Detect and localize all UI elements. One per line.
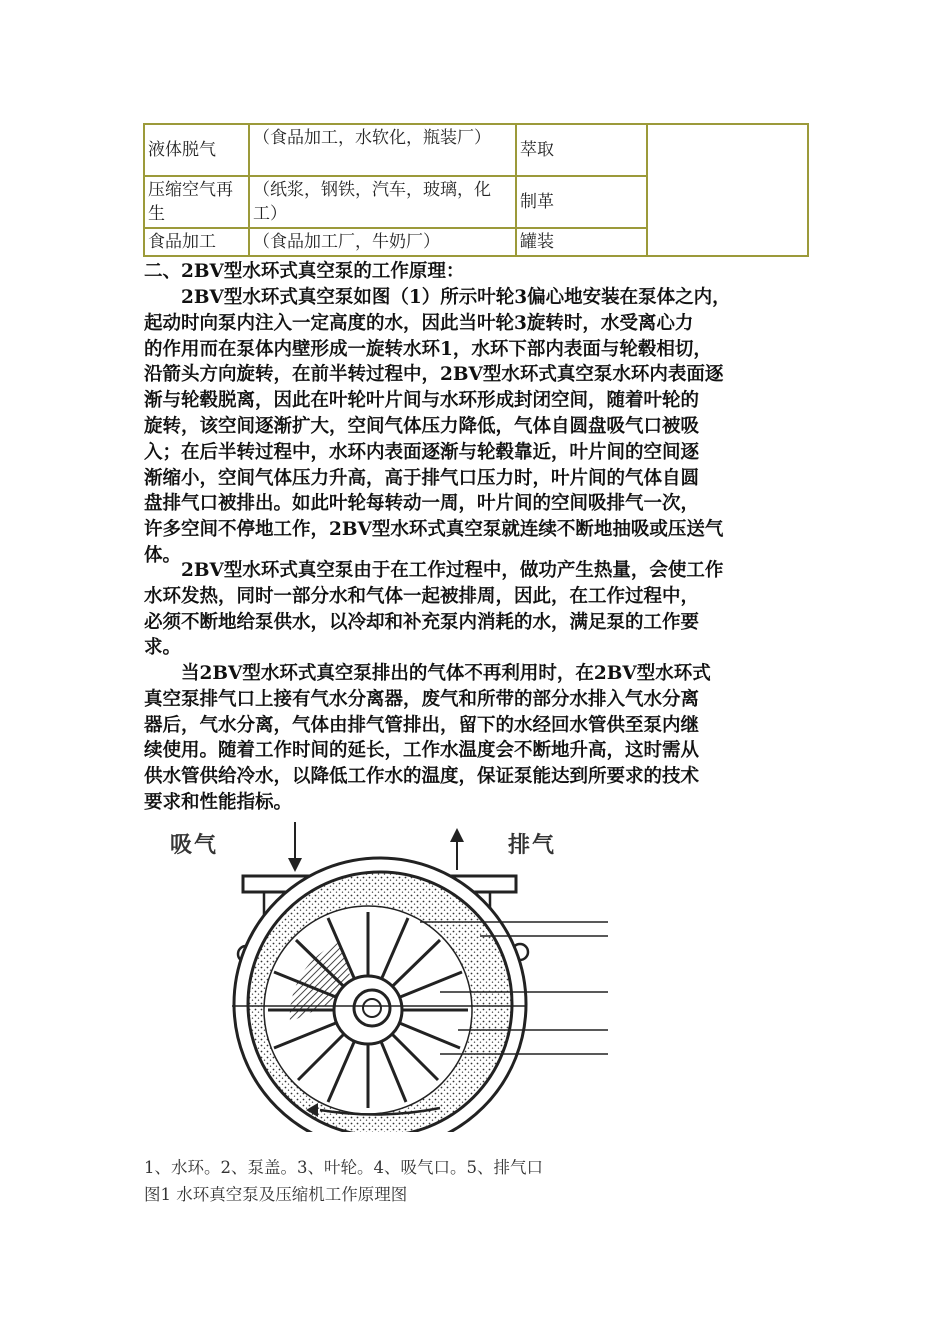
inlet-arrow-icon	[288, 822, 302, 872]
table-cell-empty	[646, 123, 809, 257]
text-line: 2BV型水环式真空泵由于在工作过程中，做功产生热量，会使工作	[144, 560, 724, 581]
paragraph-3	[144, 661, 816, 816]
pump-diagram	[140, 822, 610, 1132]
application-table	[143, 123, 809, 257]
cell-text: 制革	[520, 192, 554, 212]
paragraph-1	[144, 285, 816, 569]
text-line: 沿箭头方向旋转，在前半转过程中，2BV型水环式真空泵水环内表面逐	[144, 364, 724, 386]
text-line: 体。	[144, 544, 182, 566]
text-line: 入；在后半转过程中，水环内表面逐渐与轮毂靠近，叶片间的空间逐	[144, 441, 700, 463]
table-cell	[143, 175, 250, 229]
text-line: 必须不断地给泵供水，以冷却和补充泵内消耗的水，满足泵的工作要	[144, 611, 700, 633]
cell-text: 压缩空气再生	[148, 180, 233, 224]
pump-drawing	[140, 822, 610, 1132]
section-title: 二、2BV型水环式真空泵的工作原理：	[144, 261, 465, 282]
text-line: 器后，气水分离，气体由排气管排出，留下的水经回水管供至泵内继	[144, 714, 700, 736]
paragraph-2	[144, 558, 816, 661]
text-line: 供水管供给冷水，以降低工作水的温度，保证泵能达到所要求的技术	[144, 766, 700, 788]
text-line: 起动时向泵内注入一定高度的水，因此当叶轮3旋转时，水受离心力	[144, 312, 694, 334]
figure-legend: 1、水环。2、泵盖。3、叶轮。4、吸气口。5、排气口	[144, 1158, 543, 1177]
text-line: 要求和性能指标。	[144, 791, 293, 813]
text-line: 求。	[144, 637, 182, 659]
table-cell	[143, 227, 250, 257]
table-cell	[515, 123, 648, 177]
cell-text: （食品加工厂，牛奶厂）	[253, 232, 440, 252]
figure-caption: 图1 水环真空泵及压缩机工作原理图	[144, 1185, 408, 1204]
text-line: 盘排气口被排出。如此叶轮每转动一周，叶片间的空间吸排气一次，	[144, 493, 700, 515]
table-cell	[515, 227, 648, 257]
text-line: 渐缩小，空间气体压力升高，高于排气口压力时，叶片间的气体自圆	[144, 467, 700, 489]
text-line: 许多空间不停地工作，2BV型水环式真空泵就连续不断地抽吸或压送气	[144, 519, 724, 541]
cell-text: （食品加工，水软化，瓶装厂）	[253, 128, 491, 148]
table-cell	[248, 227, 517, 257]
text-line: 2BV型水环式真空泵如图（1）所示叶轮3偏心地安装在泵体之内，	[144, 287, 731, 308]
text-line: 真空泵排气口上接有气水分离器，废气和所带的部分水排入气水分离	[144, 688, 700, 710]
text-line: 的作用而在泵体内壁形成一旋转水环1，水环下部内表面与轮毂相切，	[144, 338, 712, 360]
table-cell	[248, 123, 517, 177]
text-line: 续使用。随着工作时间的延长，工作水温度会不断地升高，这时需从	[144, 740, 700, 762]
cell-text: 萃取	[520, 140, 554, 160]
text-line: 渐与轮毂脱离，因此在叶轮叶片间与水环形成封闭空间，随着叶轮的	[144, 390, 700, 412]
table-cell	[515, 175, 648, 229]
table-cell	[248, 175, 517, 229]
text-line: 当2BV型水环式真空泵排出的气体不再利用时，在2BV型水环式	[144, 663, 711, 684]
inlet-label: 吸气	[170, 833, 219, 858]
cell-text: 食品加工	[148, 232, 216, 252]
text-line: 水环发热，同时一部分水和气体一起被排周，因此，在工作过程中，	[144, 585, 700, 607]
cell-text: 罐装	[520, 232, 554, 252]
outlet-arrow-icon	[450, 828, 464, 870]
outlet-label: 排气	[508, 833, 557, 858]
cell-text: （纸浆，钢铁，汽车，玻璃，化工）	[253, 180, 491, 224]
cell-text: 液体脱气	[148, 140, 216, 160]
text-line: 旋转，该空间逐渐扩大，空间气体压力降低，气体自圆盘吸气口被吸	[144, 415, 700, 437]
table-cell	[143, 123, 250, 177]
